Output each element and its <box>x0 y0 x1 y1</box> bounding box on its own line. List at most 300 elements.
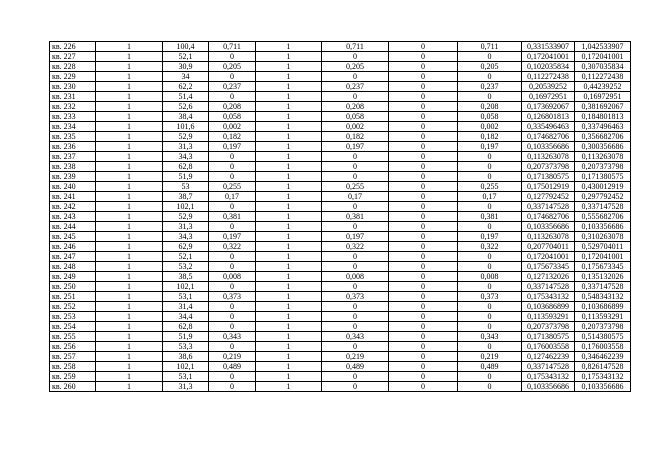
cell-col-9: 0,112272438 <box>522 72 575 82</box>
cell-apartment: кв. 249 <box>50 272 96 282</box>
cell-apartment: кв. 245 <box>50 232 96 242</box>
cell-col-8: 0 <box>458 252 522 262</box>
cell-col-2: 1 <box>96 342 163 352</box>
cell-col-6: 0 <box>322 342 389 352</box>
cell-col-8: 0 <box>458 172 522 182</box>
cell-col-8: 0,373 <box>458 292 522 302</box>
cell-col-2: 1 <box>96 92 163 102</box>
cell-area: 62,8 <box>163 162 209 172</box>
cell-col-7: 0 <box>389 322 458 332</box>
cell-col-2: 1 <box>96 42 163 52</box>
cell-col-7: 0 <box>389 202 458 212</box>
cell-col-9: 0,103686899 <box>522 302 575 312</box>
cell-col-7: 0 <box>389 132 458 142</box>
cell-total: 0,300356686 <box>575 142 631 152</box>
cell-col-4: 0,219 <box>209 352 256 362</box>
cell-col-7: 0 <box>389 122 458 132</box>
cell-col-2: 1 <box>96 212 163 222</box>
cell-col-7: 0 <box>389 192 458 202</box>
table-row <box>50 312 631 322</box>
cell-col-5: 1 <box>256 332 322 342</box>
cell-col-4: 0,205 <box>209 62 256 72</box>
cell-col-5: 1 <box>256 122 322 132</box>
cell-total: 0,175673345 <box>575 262 631 272</box>
cell-col-9: 0,102035834 <box>522 62 575 72</box>
cell-col-2: 1 <box>96 352 163 362</box>
cell-col-4: 0,381 <box>209 212 256 222</box>
cell-col-5: 1 <box>256 242 322 252</box>
cell-col-5: 1 <box>256 372 322 382</box>
cell-col-5: 1 <box>256 192 322 202</box>
cell-area: 102,1 <box>163 202 209 212</box>
cell-col-7: 0 <box>389 292 458 302</box>
cell-col-4: 0 <box>209 72 256 82</box>
cell-area: 52,1 <box>163 252 209 262</box>
cell-apartment: кв. 236 <box>50 142 96 152</box>
cell-area: 53,1 <box>163 292 209 302</box>
cell-col-6: 0 <box>322 312 389 322</box>
cell-total: 0,337147528 <box>575 282 631 292</box>
cell-area: 52,9 <box>163 132 209 142</box>
cell-col-7: 0 <box>389 92 458 102</box>
cell-col-4: 0,237 <box>209 82 256 92</box>
cell-col-8: 0,255 <box>458 182 522 192</box>
cell-area: 38,6 <box>163 352 209 362</box>
apartment-data-table <box>49 41 631 392</box>
cell-total: 0,103686899 <box>575 302 631 312</box>
cell-total: 0,529704011 <box>575 242 631 252</box>
table-row <box>50 112 631 122</box>
cell-apartment: кв. 253 <box>50 312 96 322</box>
cell-area: 38,7 <box>163 192 209 202</box>
cell-col-5: 1 <box>256 172 322 182</box>
cell-apartment: кв. 238 <box>50 162 96 172</box>
cell-col-7: 0 <box>389 42 458 52</box>
cell-col-2: 1 <box>96 292 163 302</box>
cell-col-2: 1 <box>96 182 163 192</box>
cell-apartment: кв. 257 <box>50 352 96 362</box>
cell-area: 53,3 <box>163 342 209 352</box>
cell-col-6: 0,197 <box>322 142 389 152</box>
cell-col-7: 0 <box>389 112 458 122</box>
cell-col-9: 0,175673345 <box>522 262 575 272</box>
cell-col-8: 0 <box>458 282 522 292</box>
cell-col-9: 0,113263078 <box>522 232 575 242</box>
cell-col-4: 0 <box>209 172 256 182</box>
table-row <box>50 62 631 72</box>
table-row <box>50 212 631 222</box>
cell-col-9: 0,335496463 <box>522 122 575 132</box>
cell-col-9: 0,113593291 <box>522 312 575 322</box>
cell-col-2: 1 <box>96 112 163 122</box>
cell-col-9: 0,337147528 <box>522 202 575 212</box>
cell-col-7: 0 <box>389 82 458 92</box>
cell-col-4: 0,002 <box>209 122 256 132</box>
cell-col-8: 0,343 <box>458 332 522 342</box>
cell-col-5: 1 <box>256 132 322 142</box>
cell-col-4: 0 <box>209 162 256 172</box>
cell-col-6: 0,205 <box>322 62 389 72</box>
table-row <box>50 72 631 82</box>
cell-col-6: 0 <box>322 282 389 292</box>
cell-col-4: 0 <box>209 382 256 392</box>
table-row <box>50 232 631 242</box>
cell-total: 0,16972951 <box>575 92 631 102</box>
cell-col-5: 1 <box>256 62 322 72</box>
cell-col-6: 0,343 <box>322 332 389 342</box>
cell-col-9: 0,171380575 <box>522 332 575 342</box>
cell-total: 0,207373798 <box>575 162 631 172</box>
cell-area: 34,3 <box>163 152 209 162</box>
cell-col-9: 0,103356686 <box>522 382 575 392</box>
cell-col-9: 0,113263078 <box>522 152 575 162</box>
cell-apartment: кв. 229 <box>50 72 96 82</box>
cell-col-8: 0 <box>458 92 522 102</box>
cell-col-2: 1 <box>96 62 163 72</box>
cell-apartment: кв. 251 <box>50 292 96 302</box>
cell-area: 101,6 <box>163 122 209 132</box>
cell-total: 0,171380575 <box>575 172 631 182</box>
cell-col-7: 0 <box>389 342 458 352</box>
cell-col-7: 0 <box>389 162 458 172</box>
cell-col-2: 1 <box>96 172 163 182</box>
cell-col-5: 1 <box>256 202 322 212</box>
cell-col-6: 0 <box>322 262 389 272</box>
cell-col-7: 0 <box>389 252 458 262</box>
cell-col-4: 0 <box>209 322 256 332</box>
cell-col-4: 0 <box>209 302 256 312</box>
cell-col-2: 1 <box>96 132 163 142</box>
cell-col-2: 1 <box>96 122 163 132</box>
cell-col-6: 0,002 <box>322 122 389 132</box>
cell-col-9: 0,176003558 <box>522 342 575 352</box>
cell-total: 0,113593291 <box>575 312 631 322</box>
cell-col-4: 0 <box>209 222 256 232</box>
cell-col-2: 1 <box>96 322 163 332</box>
cell-col-2: 1 <box>96 372 163 382</box>
cell-apartment: кв. 228 <box>50 62 96 72</box>
cell-area: 53,1 <box>163 372 209 382</box>
cell-total: 0,172041001 <box>575 252 631 262</box>
table-row <box>50 162 631 172</box>
table-row <box>50 202 631 212</box>
cell-area: 31,3 <box>163 222 209 232</box>
cell-col-8: 0,205 <box>458 62 522 72</box>
cell-col-5: 1 <box>256 52 322 62</box>
cell-col-6: 0 <box>322 92 389 102</box>
cell-total: 0,44239252 <box>575 82 631 92</box>
cell-col-4: 0 <box>209 252 256 262</box>
cell-col-6: 0 <box>322 382 389 392</box>
cell-col-9: 0,127792452 <box>522 192 575 202</box>
cell-col-5: 1 <box>256 142 322 152</box>
cell-total: 0,310263078 <box>575 232 631 242</box>
cell-col-8: 0 <box>458 152 522 162</box>
cell-col-8: 0,182 <box>458 132 522 142</box>
cell-col-7: 0 <box>389 172 458 182</box>
cell-col-8: 0,237 <box>458 82 522 92</box>
cell-col-9: 0,175343132 <box>522 372 575 382</box>
cell-apartment: кв. 231 <box>50 92 96 102</box>
cell-col-2: 1 <box>96 142 163 152</box>
cell-col-7: 0 <box>389 232 458 242</box>
cell-area: 62,8 <box>163 322 209 332</box>
cell-apartment: кв. 240 <box>50 182 96 192</box>
cell-col-6: 0,255 <box>322 182 389 192</box>
cell-col-5: 1 <box>256 182 322 192</box>
cell-col-5: 1 <box>256 82 322 92</box>
cell-col-7: 0 <box>389 72 458 82</box>
cell-col-5: 1 <box>256 212 322 222</box>
cell-col-5: 1 <box>256 232 322 242</box>
table-row <box>50 82 631 92</box>
cell-col-2: 1 <box>96 192 163 202</box>
cell-col-8: 0,489 <box>458 362 522 372</box>
cell-col-9: 0,207373798 <box>522 322 575 332</box>
cell-col-7: 0 <box>389 242 458 252</box>
cell-col-2: 1 <box>96 152 163 162</box>
cell-col-6: 0,381 <box>322 212 389 222</box>
cell-apartment: кв. 260 <box>50 382 96 392</box>
cell-col-2: 1 <box>96 202 163 212</box>
cell-apartment: кв. 259 <box>50 372 96 382</box>
cell-col-4: 0,197 <box>209 232 256 242</box>
cell-total: 0,297792452 <box>575 192 631 202</box>
cell-col-2: 1 <box>96 162 163 172</box>
cell-col-5: 1 <box>256 252 322 262</box>
table-row <box>50 52 631 62</box>
cell-total: 0,826147528 <box>575 362 631 372</box>
cell-col-4: 0,255 <box>209 182 256 192</box>
cell-col-2: 1 <box>96 382 163 392</box>
cell-col-4: 0,17 <box>209 192 256 202</box>
cell-total: 0,103356686 <box>575 382 631 392</box>
cell-col-9: 0,20539252 <box>522 82 575 92</box>
table-row <box>50 102 631 112</box>
cell-area: 51,4 <box>163 92 209 102</box>
cell-col-7: 0 <box>389 102 458 112</box>
cell-col-7: 0 <box>389 302 458 312</box>
cell-col-8: 0,058 <box>458 112 522 122</box>
cell-col-4: 0 <box>209 262 256 272</box>
cell-apartment: кв. 243 <box>50 212 96 222</box>
table-row <box>50 332 631 342</box>
cell-col-2: 1 <box>96 72 163 82</box>
cell-col-2: 1 <box>96 332 163 342</box>
cell-col-9: 0,337147528 <box>522 362 575 372</box>
cell-total: 0,356682706 <box>575 132 631 142</box>
cell-col-6: 0,711 <box>322 42 389 52</box>
cell-col-9: 0,174682706 <box>522 212 575 222</box>
cell-col-5: 1 <box>256 342 322 352</box>
cell-total: 0,337147528 <box>575 202 631 212</box>
table-row <box>50 262 631 272</box>
cell-col-5: 1 <box>256 42 322 52</box>
cell-col-8: 0 <box>458 162 522 172</box>
cell-apartment: кв. 232 <box>50 102 96 112</box>
cell-col-7: 0 <box>389 142 458 152</box>
table-row <box>50 252 631 262</box>
cell-col-8: 0,008 <box>458 272 522 282</box>
cell-col-6: 0 <box>322 302 389 312</box>
cell-col-8: 0 <box>458 262 522 272</box>
cell-col-5: 1 <box>256 312 322 322</box>
cell-total: 0,381692067 <box>575 102 631 112</box>
cell-col-5: 1 <box>256 152 322 162</box>
cell-area: 53,2 <box>163 262 209 272</box>
cell-col-8: 0 <box>458 302 522 312</box>
cell-col-6: 0 <box>322 222 389 232</box>
cell-area: 31,3 <box>163 382 209 392</box>
table-row <box>50 282 631 292</box>
cell-col-2: 1 <box>96 252 163 262</box>
cell-total: 1,042533907 <box>575 42 631 52</box>
cell-area: 31,4 <box>163 302 209 312</box>
cell-col-8: 0 <box>458 382 522 392</box>
cell-col-8: 0 <box>458 72 522 82</box>
cell-apartment: кв. 233 <box>50 112 96 122</box>
cell-apartment: кв. 241 <box>50 192 96 202</box>
cell-col-8: 0 <box>458 312 522 322</box>
cell-area: 52,9 <box>163 212 209 222</box>
cell-col-6: 0,182 <box>322 132 389 142</box>
cell-col-9: 0,126801813 <box>522 112 575 122</box>
cell-total: 0,172041001 <box>575 52 631 62</box>
cell-col-4: 0,182 <box>209 132 256 142</box>
cell-apartment: кв. 250 <box>50 282 96 292</box>
cell-col-9: 0,175343132 <box>522 292 575 302</box>
cell-col-8: 0,002 <box>458 122 522 132</box>
cell-col-5: 1 <box>256 92 322 102</box>
cell-col-2: 1 <box>96 52 163 62</box>
table-row <box>50 92 631 102</box>
table-row <box>50 272 631 282</box>
cell-col-8: 0 <box>458 202 522 212</box>
cell-apartment: кв. 227 <box>50 52 96 62</box>
cell-col-6: 0,373 <box>322 292 389 302</box>
cell-apartment: кв. 246 <box>50 242 96 252</box>
table-row <box>50 132 631 142</box>
cell-col-7: 0 <box>389 212 458 222</box>
cell-col-4: 0,197 <box>209 142 256 152</box>
cell-col-8: 0 <box>458 52 522 62</box>
cell-col-8: 0,208 <box>458 102 522 112</box>
cell-col-5: 1 <box>256 302 322 312</box>
cell-col-2: 1 <box>96 362 163 372</box>
cell-apartment: кв. 255 <box>50 332 96 342</box>
cell-col-9: 0,172041001 <box>522 52 575 62</box>
cell-col-4: 0 <box>209 202 256 212</box>
table-row <box>50 142 631 152</box>
cell-apartment: кв. 248 <box>50 262 96 272</box>
cell-col-9: 0,171380575 <box>522 172 575 182</box>
cell-col-8: 0 <box>458 222 522 232</box>
table-row <box>50 122 631 132</box>
cell-col-5: 1 <box>256 162 322 172</box>
cell-area: 34 <box>163 72 209 82</box>
cell-col-2: 1 <box>96 312 163 322</box>
cell-col-6: 0 <box>322 162 389 172</box>
cell-col-6: 0 <box>322 372 389 382</box>
cell-col-9: 0,127132026 <box>522 272 575 282</box>
table-row <box>50 172 631 182</box>
cell-area: 102,1 <box>163 362 209 372</box>
cell-area: 52,6 <box>163 102 209 112</box>
cell-col-5: 1 <box>256 382 322 392</box>
cell-col-8: 0 <box>458 322 522 332</box>
cell-col-8: 0 <box>458 342 522 352</box>
cell-col-2: 1 <box>96 302 163 312</box>
cell-col-4: 0 <box>209 152 256 162</box>
cell-total: 0,113263078 <box>575 152 631 162</box>
cell-area: 30,9 <box>163 62 209 72</box>
cell-col-4: 0,489 <box>209 362 256 372</box>
cell-col-6: 0 <box>322 322 389 332</box>
cell-col-6: 0,17 <box>322 192 389 202</box>
cell-col-6: 0 <box>322 52 389 62</box>
table-row <box>50 182 631 192</box>
cell-col-5: 1 <box>256 102 322 112</box>
cell-area: 34,3 <box>163 232 209 242</box>
cell-col-5: 1 <box>256 262 322 272</box>
cell-col-7: 0 <box>389 372 458 382</box>
cell-apartment: кв. 239 <box>50 172 96 182</box>
cell-total: 0,175343132 <box>575 372 631 382</box>
cell-col-9: 0,173692067 <box>522 102 575 112</box>
cell-col-8: 0 <box>458 372 522 382</box>
cell-col-7: 0 <box>389 352 458 362</box>
table-body <box>50 42 631 392</box>
cell-col-4: 0 <box>209 312 256 322</box>
cell-col-8: 0,17 <box>458 192 522 202</box>
table-row <box>50 152 631 162</box>
cell-col-7: 0 <box>389 222 458 232</box>
cell-col-6: 0,208 <box>322 102 389 112</box>
table-row <box>50 372 631 382</box>
cell-total: 0,103356686 <box>575 222 631 232</box>
cell-col-5: 1 <box>256 282 322 292</box>
cell-apartment: кв. 226 <box>50 42 96 52</box>
cell-col-7: 0 <box>389 62 458 72</box>
cell-col-7: 0 <box>389 382 458 392</box>
cell-col-8: 0,197 <box>458 142 522 152</box>
cell-col-4: 0,008 <box>209 272 256 282</box>
cell-col-6: 0,197 <box>322 232 389 242</box>
cell-col-5: 1 <box>256 272 322 282</box>
cell-col-2: 1 <box>96 102 163 112</box>
cell-col-5: 1 <box>256 362 322 372</box>
cell-area: 38,4 <box>163 112 209 122</box>
cell-col-5: 1 <box>256 322 322 332</box>
cell-total: 0,514380575 <box>575 332 631 342</box>
cell-col-6: 0,008 <box>322 272 389 282</box>
cell-total: 0,112272438 <box>575 72 631 82</box>
cell-col-6: 0,219 <box>322 352 389 362</box>
cell-col-4: 0,343 <box>209 332 256 342</box>
cell-col-9: 0,207373798 <box>522 162 575 172</box>
cell-col-6: 0,322 <box>322 242 389 252</box>
table-row <box>50 362 631 372</box>
cell-col-4: 0 <box>209 282 256 292</box>
cell-area: 38,5 <box>163 272 209 282</box>
cell-col-7: 0 <box>389 362 458 372</box>
cell-area: 51,9 <box>163 172 209 182</box>
cell-col-4: 0,711 <box>209 42 256 52</box>
cell-col-5: 1 <box>256 292 322 302</box>
cell-apartment: кв. 252 <box>50 302 96 312</box>
table-row <box>50 222 631 232</box>
cell-area: 62,9 <box>163 242 209 252</box>
